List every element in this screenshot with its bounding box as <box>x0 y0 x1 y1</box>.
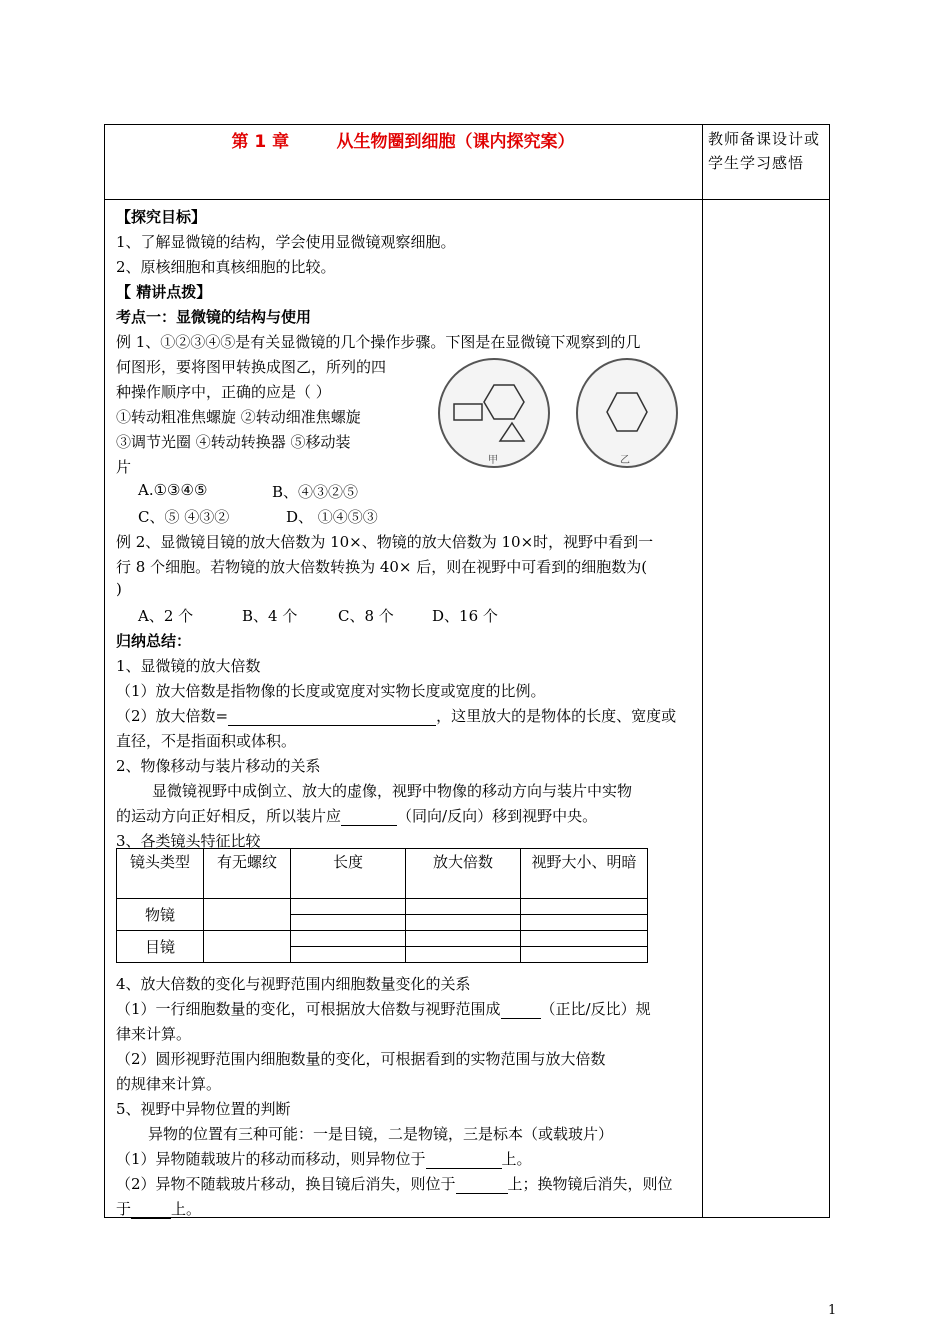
ex1-line: 例 1、①②③④⑤是有关显微镜的几个操作步骤。下图是在显微镜下观察到的几 <box>116 333 641 351</box>
summary-line: 律来计算。 <box>116 1025 192 1043</box>
table-cell[interactable] <box>521 915 648 931</box>
ex1-option-d: D、 ①④⑤③ <box>286 508 378 526</box>
figure-label-b: 乙 <box>620 455 630 466</box>
figure-label-a: 甲 <box>488 455 498 466</box>
fill-blank[interactable] <box>341 811 397 826</box>
fill-blank[interactable] <box>426 1154 502 1169</box>
lens-comparison-table <box>116 848 648 963</box>
table-header: 放大倍数 <box>406 849 521 899</box>
fill-blank[interactable] <box>501 1004 541 1019</box>
page-number: 1 <box>828 1303 837 1318</box>
summary-line: 的规律来计算。 <box>116 1075 222 1093</box>
table-cell[interactable] <box>204 899 291 931</box>
ex1-line: 何图形，要将图甲转换成图乙，所列的四 <box>116 358 387 376</box>
table-cell[interactable] <box>291 931 406 947</box>
side-note: 教师备课设计或学生学习感悟 <box>708 130 821 172</box>
fill-blank[interactable] <box>228 711 436 726</box>
point-heading: 考点一：显微镜的结构与使用 <box>116 308 312 326</box>
summary-line: （2）异物不随载玻片移动，换目镜后消失，则位于 上；换物镜后消失，则位 <box>116 1175 673 1193</box>
column-divider <box>702 124 703 1218</box>
field-b-circle <box>577 359 677 467</box>
field-a-circle <box>439 359 549 467</box>
ex2-option-a: A、2 个 <box>138 607 194 625</box>
summary-line: 的运动方向正好相反，所以装片应 （同向/反向）移到视野中央。 <box>116 807 598 825</box>
summary-line: 5、视野中异物位置的判断 <box>116 1100 291 1118</box>
summary-line: 于 上。 <box>116 1200 202 1218</box>
table-cell[interactable] <box>521 931 648 947</box>
table-header: 镜头类型 <box>117 849 204 899</box>
page-title: 第 1 章 从生物圈到细胞（课内探究案） <box>231 132 575 152</box>
table-cell[interactable] <box>291 899 406 915</box>
ex2-line: ) <box>116 580 122 598</box>
summary-line: 3、各类镜头特征比较 <box>116 832 261 850</box>
ex2-option-b: B、4 个 <box>242 607 298 625</box>
summary-line: 直径，不是指面积或体积。 <box>116 732 297 750</box>
header-divider <box>104 199 830 200</box>
goal-item: 1、了解显微镜的结构，学会使用显微镜观察细胞。 <box>116 233 456 251</box>
table-row-label: 物镜 <box>117 899 204 931</box>
table-cell[interactable] <box>521 947 648 963</box>
ex1-line: ③调节光圈 ④转动转换器 ⑤移动装 <box>116 433 351 451</box>
summary-line: （1）放大倍数是指物像的长度或宽度对实物长度或宽度的比例。 <box>116 682 546 700</box>
ex2-line: 例 2、显微镜目镜的放大倍数为 10×、物镜的放大倍数为 10×时，视野中看到一 <box>116 533 654 551</box>
summary-line: 显微镜视野中成倒立、放大的虚像，视野中物像的移动方向与装片中实物 <box>152 782 633 800</box>
table-header: 有无螺纹 <box>204 849 291 899</box>
table-cell[interactable] <box>204 931 291 963</box>
ex2-option-c: C、8 个 <box>338 607 394 625</box>
ex1-line: 种操作顺序中，正确的应是（ ） <box>116 383 331 401</box>
table-cell[interactable] <box>406 899 521 915</box>
table-cell[interactable] <box>521 899 648 915</box>
summary-heading: 归纳总结： <box>116 632 192 650</box>
ex2-line: 行 8 个细胞。若物镜的放大倍数转换为 40× 后，则在视野中可看到的细胞数为( <box>116 558 648 576</box>
table-header: 长度 <box>291 849 406 899</box>
table-cell[interactable] <box>406 947 521 963</box>
table-row-label: 目镜 <box>117 931 204 963</box>
table-cell[interactable] <box>291 915 406 931</box>
table-cell[interactable] <box>406 931 521 947</box>
summary-line: （1）异物随载玻片的移动而移动，则异物位于 上。 <box>116 1150 532 1168</box>
lecture-heading: 【 精讲点拨】 <box>116 283 212 301</box>
fill-blank[interactable] <box>456 1179 508 1194</box>
fill-blank[interactable] <box>131 1204 171 1219</box>
summary-line: （1）一行细胞数量的变化，可根据放大倍数与视野范围成 （正比/反比）规 <box>116 1000 651 1018</box>
summary-line: 2、物像移动与装片移动的关系 <box>116 757 321 775</box>
summary-line: （2）圆形视野范围内细胞数量的变化，可根据看到的实物范围与放大倍数 <box>116 1050 606 1068</box>
microscope-field-figure <box>432 355 702 473</box>
ex1-line: ①转动粗准焦螺旋 ②转动细准焦螺旋 <box>116 408 361 426</box>
summary-line: 4、放大倍数的变化与视野范围内细胞数量变化的关系 <box>116 975 471 993</box>
ex1-line: 片 <box>116 458 132 476</box>
ex1-option-c: C、⑤ ④③② <box>138 508 230 526</box>
ex1-option-a: A.①③④⑤ <box>138 481 208 499</box>
summary-line: 1、显微镜的放大倍数 <box>116 657 261 675</box>
table-cell[interactable] <box>406 915 521 931</box>
ex2-option-d: D、16 个 <box>432 607 498 625</box>
summary-line: 异物的位置有三种可能：一是目镜，二是物镜，三是标本（或载玻片） <box>148 1125 614 1143</box>
goals-heading: 【探究目标】 <box>116 208 207 226</box>
ex1-option-b: B、④③②⑤ <box>272 483 359 501</box>
summary-line: （2）放大倍数= ，这里放大的是物体的长度、宽度或 <box>116 707 677 725</box>
table-cell[interactable] <box>291 947 406 963</box>
goal-item: 2、原核细胞和真核细胞的比较。 <box>116 258 336 276</box>
table-header: 视野大小、明暗 <box>521 849 648 899</box>
